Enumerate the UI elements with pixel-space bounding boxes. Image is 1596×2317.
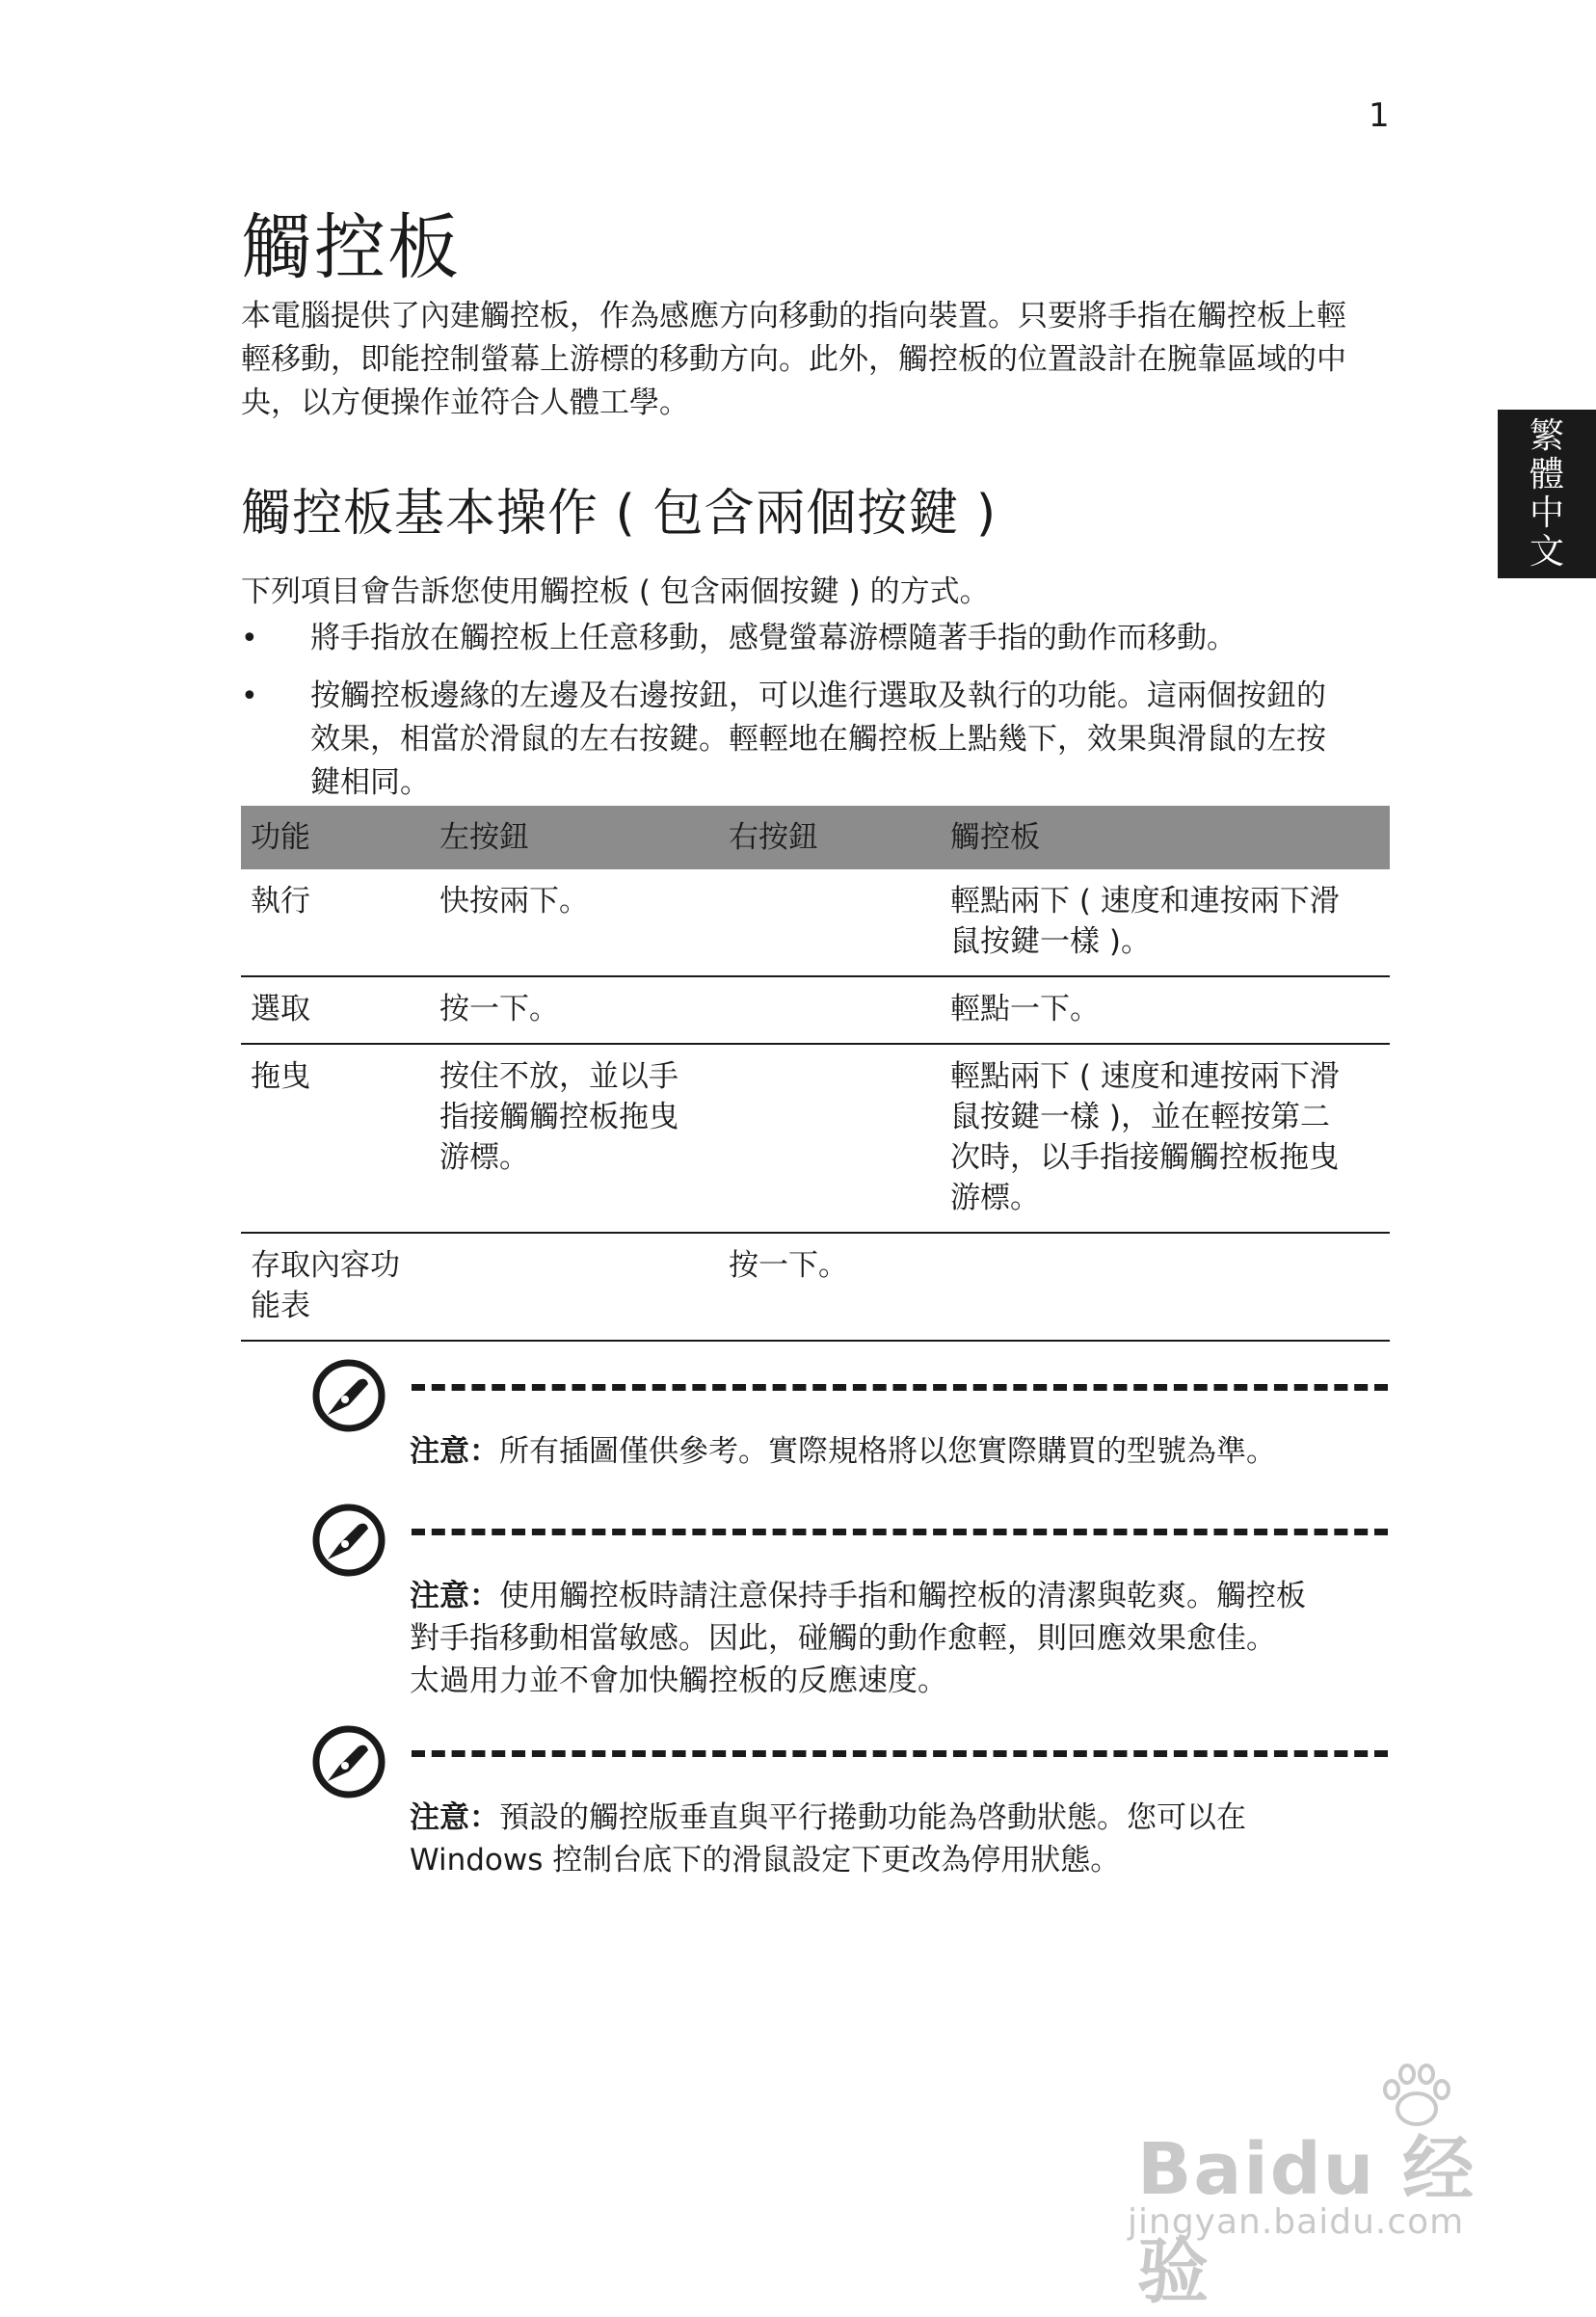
table-cell bbox=[430, 976, 719, 1044]
note-line: 太過用力並不會加快觸控板的反應速度。 bbox=[410, 1664, 947, 1698]
cell-line: 能表 bbox=[251, 1289, 310, 1323]
table-row bbox=[241, 976, 1390, 1044]
cell-line: 次時，以手指接觸觸控板拖曳 bbox=[950, 1140, 1339, 1175]
table-cell bbox=[941, 1044, 1390, 1233]
note-line: 所有插圖僅供參考。實際規格將以您實際購買的型號為準。 bbox=[499, 1434, 1276, 1469]
cell-line: 鼠按鍵一樣 )，並在輕按第二 bbox=[950, 1100, 1330, 1134]
table-cell bbox=[719, 1233, 941, 1341]
cell-line: 快按兩下。 bbox=[439, 884, 589, 919]
note-text bbox=[410, 1797, 1373, 1881]
table-cell bbox=[241, 976, 430, 1044]
touchpad-function-table bbox=[241, 806, 1390, 1342]
table-cell bbox=[719, 869, 941, 976]
cell-line: 存取內容功 bbox=[251, 1248, 400, 1283]
page-number: 1 bbox=[1369, 96, 1390, 135]
table-cell bbox=[241, 869, 430, 976]
note-line: 使用觸控板時請注意保持手指和觸控板的清潔與乾爽。觸控板 bbox=[499, 1579, 1306, 1613]
section-title: 觸控板基本操作 ( 包含兩個按鍵 ) bbox=[241, 485, 998, 543]
cell-line: 輕點兩下 ( 速度和連按兩下滑 bbox=[950, 884, 1340, 919]
note-line: 對手指移動相當敏感。因此，碰觸的動作愈輕，則回應效果愈佳。 bbox=[410, 1621, 1276, 1656]
note-label: 注意： bbox=[410, 1579, 499, 1613]
table-row bbox=[241, 869, 1390, 976]
note-pen-icon bbox=[310, 1357, 387, 1434]
bullet-line: 將手指放在觸控板上任意移動，感覺螢幕游標隨著手指的動作而移動。 bbox=[310, 621, 1237, 655]
cell-line: 選取 bbox=[251, 992, 310, 1026]
header-left-button: 左按鈕 bbox=[430, 806, 719, 869]
table-cell bbox=[241, 1233, 430, 1341]
cell-line: 執行 bbox=[251, 884, 310, 919]
bullet-dot: • bbox=[241, 622, 258, 655]
side-tab-char: 文 bbox=[1529, 531, 1564, 572]
intro-line: 輕移動，即能控制螢幕上游標的移動方向。此外，觸控板的位置設計在腕靠區域的中 bbox=[241, 342, 1346, 377]
bullet-item bbox=[241, 617, 1369, 660]
intro-line: 本電腦提供了內建觸控板，作為感應方向移動的指向裝置。只要將手指在觸控板上輕 bbox=[241, 299, 1346, 333]
note-line: Windows 控制台底下的滑鼠設定下更改為停用狀態。 bbox=[410, 1843, 1121, 1878]
bullet-line: 效果，相當於滑鼠的左右按鍵。輕輕地在觸控板上點幾下，效果與滑鼠的左按 bbox=[310, 722, 1326, 757]
note-text bbox=[410, 1575, 1373, 1702]
table-cell bbox=[430, 1233, 719, 1341]
language-side-tab bbox=[1498, 410, 1596, 578]
table-cell bbox=[241, 1044, 430, 1233]
table-cell bbox=[430, 1044, 719, 1233]
note-pen-icon bbox=[310, 1502, 387, 1579]
cell-line: 指接觸觸控板拖曳 bbox=[439, 1100, 678, 1134]
note-text bbox=[410, 1430, 1373, 1473]
cell-line: 拖曳 bbox=[251, 1059, 310, 1094]
intro-paragraph bbox=[241, 295, 1388, 425]
note-line: 預設的觸控版垂直與平行捲動功能為啓動狀態。您可以在 bbox=[499, 1800, 1246, 1835]
note-label: 注意： bbox=[410, 1434, 499, 1469]
table-cell bbox=[941, 976, 1390, 1044]
bullet-dot: • bbox=[241, 679, 258, 713]
watermark-url: jingyan.baidu.com bbox=[1128, 2202, 1465, 2242]
bullet-item bbox=[241, 675, 1369, 805]
cell-line: 按住不放，並以手 bbox=[439, 1059, 678, 1094]
bullet-line: 鍵相同。 bbox=[310, 765, 430, 800]
table-header-row bbox=[241, 806, 1390, 869]
table-cell bbox=[430, 869, 719, 976]
page-title: 觸控板 bbox=[241, 206, 461, 289]
bullet-line: 按觸控板邊緣的左邊及右邊按鈕，可以進行選取及執行的功能。這兩個按鈕的 bbox=[310, 679, 1326, 713]
cell-line: 鼠按鍵一樣 )。 bbox=[950, 924, 1151, 959]
note-divider bbox=[412, 1529, 1388, 1535]
cell-line: 按一下。 bbox=[439, 992, 559, 1026]
table-cell bbox=[941, 869, 1390, 976]
side-tab-char: 繁 bbox=[1529, 415, 1564, 456]
table-cell bbox=[719, 1044, 941, 1233]
table-cell bbox=[941, 1233, 1390, 1341]
lead-text: 下列項目會告訴您使用觸控板 ( 包含兩個按鍵 ) 的方式。 bbox=[241, 574, 990, 609]
table-cell bbox=[719, 976, 941, 1044]
cell-line: 輕點一下。 bbox=[950, 992, 1100, 1026]
note-label: 注意： bbox=[410, 1800, 499, 1835]
cell-line: 輕點兩下 ( 速度和連按兩下滑 bbox=[950, 1059, 1340, 1094]
table-row bbox=[241, 1044, 1390, 1233]
baidu-watermark bbox=[1118, 2063, 1513, 2313]
cell-line: 游標。 bbox=[950, 1181, 1040, 1215]
watermark-brand: Baidu 经验 bbox=[1137, 2128, 1476, 2313]
intro-line: 央，以方便操作並符合人體工學。 bbox=[241, 386, 689, 420]
cell-line: 游標。 bbox=[439, 1140, 529, 1175]
note-pen-icon bbox=[310, 1723, 387, 1800]
header-touchpad: 觸控板 bbox=[941, 806, 1390, 869]
note-divider bbox=[412, 1384, 1388, 1391]
side-tab-char: 中 bbox=[1529, 493, 1564, 533]
side-tab-char: 體 bbox=[1529, 454, 1564, 494]
table-row bbox=[241, 1233, 1390, 1341]
header-right-button: 右按鈕 bbox=[719, 806, 941, 869]
header-function: 功能 bbox=[241, 806, 430, 869]
note-divider bbox=[412, 1750, 1388, 1757]
cell-line: 按一下。 bbox=[729, 1248, 848, 1283]
